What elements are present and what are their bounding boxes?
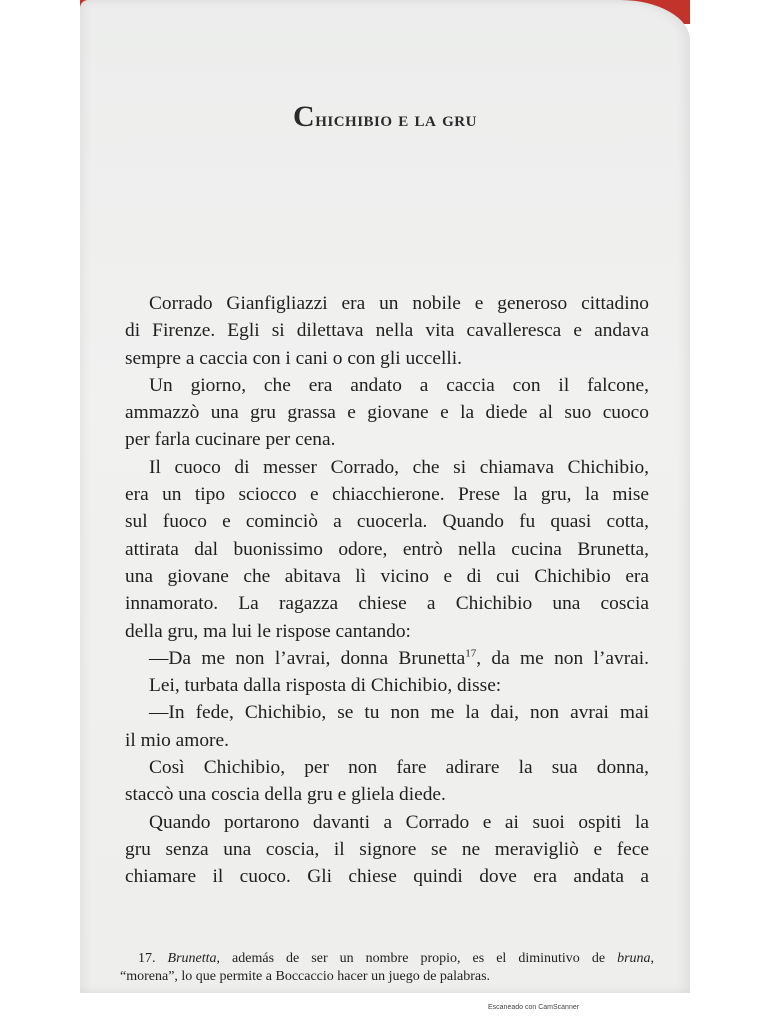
text-line: Quando portarono davanti a Corrado e ai suoi ospiti la bbox=[149, 811, 649, 833]
footnote-number: 17. bbox=[138, 951, 156, 966]
text-line: Lei, turbata dalla risposta di Chichibio, disse: bbox=[149, 675, 502, 697]
text-line: —Da me non l’avrai, donna Brunetta$^{17}$, da me non l’avrai. bbox=[149, 647, 649, 669]
scanner-watermark: Escaneado con CamScanner bbox=[488, 1004, 580, 1011]
text-line: gru senza una coscia, il signore se ne meravigliò e fece bbox=[125, 838, 649, 860]
footnote-text-end: , bbox=[650, 951, 655, 966]
book-page bbox=[80, 0, 690, 993]
text-line: una giovane che abitava lì vicino e di cui Chichibio era bbox=[125, 565, 649, 587]
text-line: Un giorno, che era andato a caccia con il falcone, bbox=[149, 374, 649, 396]
text-line: per farla cucinare per cena. bbox=[125, 429, 336, 451]
text-line: innamorato. La ragazza chiese a Chichibio una coscia bbox=[125, 593, 649, 615]
text-line: della gru, ma lui le rispose cantando: bbox=[125, 620, 411, 642]
footnote-line: “morena”, lo que permite a Boccaccio hacer un juego de palabras. bbox=[120, 969, 491, 984]
footnote-text: , además de ser un nombre propio, es el diminutivo de bbox=[216, 951, 618, 966]
text-line: Corrado Gianfigliazzi era un nobile e generoso cittadino bbox=[149, 293, 649, 314]
footnote-name: Brunetta bbox=[167, 951, 217, 966]
text-line: attirata dal buonissimo odore, entrò nella cucina Brunetta, bbox=[125, 538, 649, 560]
text-line: staccò una coscia della gru e gliela diede. bbox=[125, 784, 446, 806]
text-line: Il cuoco di messer Corrado, che si chiamava Chichibio, bbox=[149, 456, 649, 478]
text-line: Così Chichibio, per non fare adirare la sua donna, bbox=[149, 757, 649, 779]
text-line: chiamare il cuoco. Gli chiese quindi dove era andata a bbox=[125, 866, 649, 888]
footnote-word: bruna bbox=[617, 951, 651, 966]
title-rest: hichibio e la gru bbox=[315, 107, 477, 131]
text-line: di Firenze. Egli si dilettava nella vita cavalleresca e andava bbox=[125, 320, 649, 342]
text-line: era un tipo sciocco e chiacchierone. Prese la gru, la mise bbox=[125, 484, 649, 506]
text-line: sul fuoco e cominciò a cuocerla. Quando fu quasi cotta, bbox=[125, 511, 649, 533]
text-line: il mio amore. bbox=[125, 729, 229, 751]
footnote-line bbox=[120, 950, 654, 968]
body-text bbox=[125, 290, 649, 891]
text-line: sempre a caccia con i cani o con gli uccelli. bbox=[125, 347, 463, 369]
title-first-cap: C bbox=[293, 100, 316, 133]
text-line: ammazzò una gru grassa e giovane e la diede al suo cuoco bbox=[125, 402, 649, 424]
footnote-ref: 17 bbox=[465, 647, 477, 660]
page-title bbox=[80, 100, 690, 134]
text-line: —In fede, Chichibio, se tu non me la dai, non avrai mai bbox=[149, 702, 649, 724]
footnote bbox=[120, 950, 654, 986]
